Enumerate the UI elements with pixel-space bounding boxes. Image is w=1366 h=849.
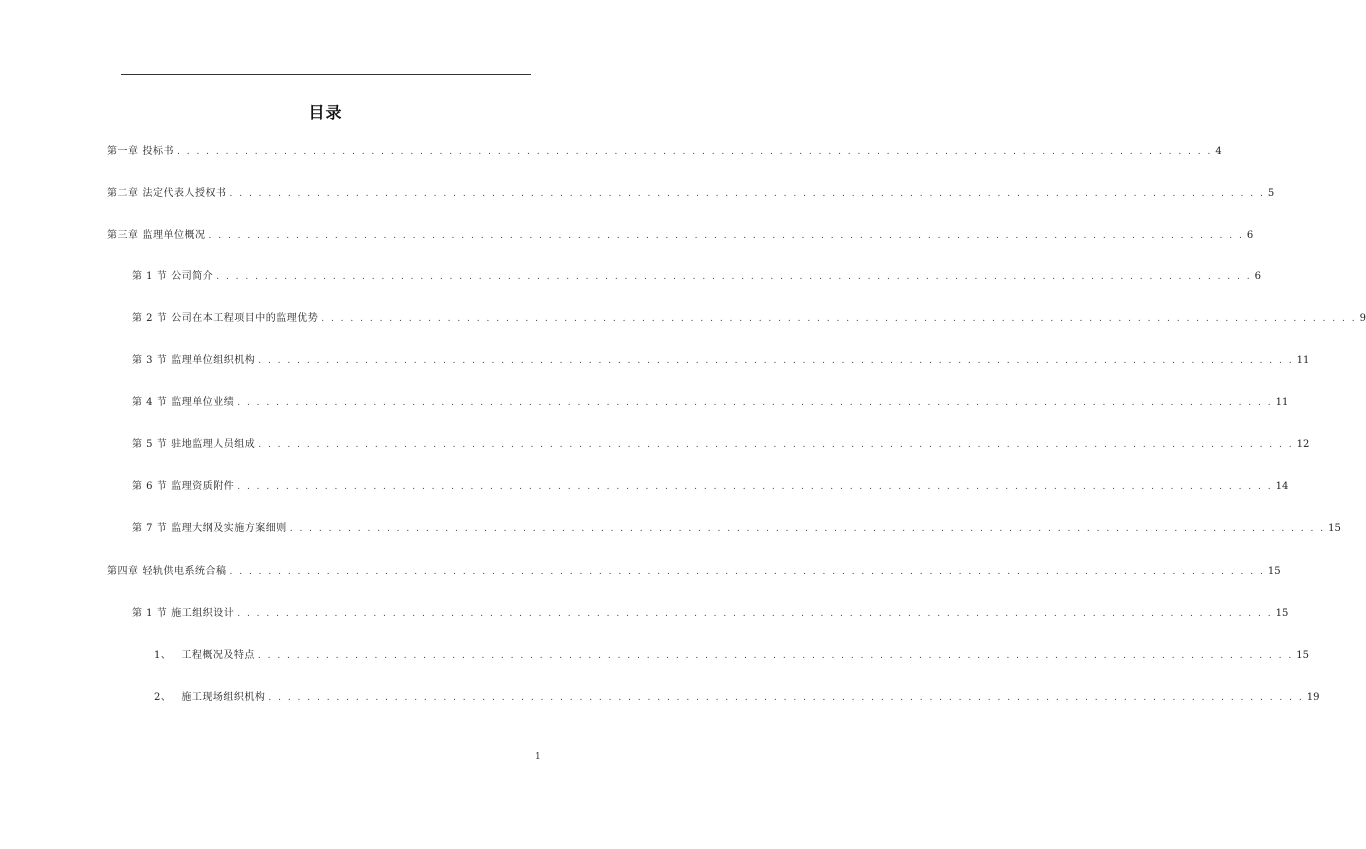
page-number: 1 bbox=[535, 752, 541, 762]
toc-entry-text: 监理单位组织机构 bbox=[171, 355, 256, 366]
toc-entry[interactable] bbox=[132, 354, 1310, 368]
toc-entry-page: 11 bbox=[1296, 355, 1310, 366]
toc-title: 目录 bbox=[308, 103, 343, 122]
toc-entry[interactable] bbox=[132, 522, 1341, 536]
toc-leader-dots: . . . . . . . . . . . . . . . . . . . . . . . . . . . . . . . . . . . . . . . . . . . . . . . . . . . . . . . . . . . . . . . . . . . . . . . . . . . . . . . . . . . . . . . . . . . . . . . . . . . . . . . . . . . bbox=[237, 398, 1273, 408]
toc-entry[interactable] bbox=[132, 312, 1366, 326]
toc-entry-text: 施工组织设计 bbox=[171, 608, 235, 619]
toc-entry-page: 11 bbox=[1275, 397, 1289, 408]
toc-leader-dots: . . . . . . . . . . . . . . . . . . . . . . . . . . . . . . . . . . . . . . . . . . . . . . . . . . . . . . . . . . . . . . . . . . . . . . . . . . . . . . . . . . . . . . . . . . . . . . . . . . . . . . . . . . . bbox=[258, 440, 1294, 450]
toc-entry-text: 投标书 bbox=[142, 146, 174, 157]
toc-leader-dots: . . . . . . . . . . . . . . . . . . . . . . . . . . . . . . . . . . . . . . . . . . . . . . . . . . . . . . . . . . . . . . . . . . . . . . . . . . . . . . . . . . . . . . . . . . . . . . . . . . . . . . . . . . . bbox=[289, 524, 1326, 534]
toc-entry-text: 公司简介 bbox=[171, 271, 214, 282]
toc-leader-dots: . . . . . . . . . . . . . . . . . . . . . . . . . . . . . . . . . . . . . . . . . . . . . . . . . . . . . . . . . . . . . . . . . . . . . . . . . . . . . . . . . . . . . . . . . . . . . . . . . . . . . . . . . . . bbox=[258, 356, 1294, 366]
toc-leader-dots: . . . . . . . . . . . . . . . . . . . . . . . . . . . . . . . . . . . . . . . . . . . . . . . . . . . . . . . . . . . . . . . . . . . . . . . . . . . . . . . . . . . . . . . . . . . . . . . . . . . . . . . . . . . bbox=[208, 231, 1244, 241]
toc-entry-text: 监理大纲及实施方案细则 bbox=[171, 523, 287, 534]
toc-entry-number: 第三章 bbox=[107, 230, 139, 241]
toc-entry-page: 15 bbox=[1296, 650, 1309, 661]
toc-entry-page: 15 bbox=[1328, 523, 1341, 534]
toc-entry-number: 1、 bbox=[154, 650, 172, 661]
toc-entry-number: 第 7 节 bbox=[132, 523, 168, 534]
toc-entry-number: 第 3 节 bbox=[132, 355, 168, 366]
toc-leader-dots: . . . . . . . . . . . . . . . . . . . . . . . . . . . . . . . . . . . . . . . . . . . . . . . . . . . . . . . . . . . . . . . . . . . . . . . . . . . . . . . . . . . . . . . . . . . . . . . . . . . . . . . . . . . bbox=[229, 567, 1265, 577]
toc-entry-text: 驻地监理人员组成 bbox=[171, 439, 256, 450]
toc-entry-number: 第 4 节 bbox=[132, 397, 168, 408]
toc-entry[interactable] bbox=[132, 607, 1289, 621]
toc-leader-dots: . . . . . . . . . . . . . . . . . . . . . . . . . . . . . . . . . . . . . . . . . . . . . . . . . . . . . . . . . . . . . . . . . . . . . . . . . . . . . . . . . . . . . . . . . . . . . . . . . . . . . . . . . . . bbox=[268, 693, 1304, 703]
toc-entry-number: 第 5 节 bbox=[132, 439, 168, 450]
toc-leader-dots: . . . . . . . . . . . . . . . . . . . . . . . . . . . . . . . . . . . . . . . . . . . . . . . . . . . . . . . . . . . . . . . . . . . . . . . . . . . . . . . . . . . . . . . . . . . . . . . . . . . . . . . . . . . bbox=[216, 272, 1252, 282]
toc-entry-page: 6 bbox=[1246, 230, 1254, 241]
toc-entry-text: 监理单位业绩 bbox=[171, 397, 235, 408]
toc-entry[interactable] bbox=[154, 691, 1320, 705]
toc-entry-text: 工程概况及特点 bbox=[181, 650, 255, 661]
toc-entry-page: 5 bbox=[1267, 188, 1275, 199]
toc-entry-text: 公司在本工程项目中的监理优势 bbox=[171, 313, 319, 324]
header-rule bbox=[121, 74, 531, 75]
toc-entry-number: 第一章 bbox=[107, 146, 139, 157]
toc-leader-dots: . . . . . . . . . . . . . . . . . . . . . . . . . . . . . . . . . . . . . . . . . . . . . . . . . . . . . . . . . . . . . . . . . . . . . . . . . . . . . . . . . . . . . . . . . . . . . . . . . . . . . . . . . . . bbox=[177, 147, 1213, 157]
toc-entry[interactable] bbox=[107, 565, 1281, 579]
toc-leader-dots: . . . . . . . . . . . . . . . . . . . . . . . . . . . . . . . . . . . . . . . . . . . . . . . . . . . . . . . . . . . . . . . . . . . . . . . . . . . . . . . . . . . . . . . . . . . . . . . . . . . . . . . . . . . bbox=[257, 651, 1294, 661]
toc-entry[interactable] bbox=[107, 145, 1222, 159]
toc-leader-dots: . . . . . . . . . . . . . . . . . . . . . . . . . . . . . . . . . . . . . . . . . . . . . . . . . . . . . . . . . . . . . . . . . . . . . . . . . . . . . . . . . . . . . . . . . . . . . . . . . . . . . . . . . . . bbox=[237, 482, 1273, 492]
toc-entry-page: 9 bbox=[1359, 313, 1366, 324]
toc-entry-number: 第四章 bbox=[107, 566, 139, 577]
toc-entry[interactable] bbox=[132, 480, 1289, 494]
toc-entry-page: 15 bbox=[1267, 566, 1281, 577]
toc-entry-text: 施工现场组织机构 bbox=[181, 692, 266, 703]
toc-entry-number: 第二章 bbox=[107, 188, 139, 199]
toc-entry-text: 监理单位概况 bbox=[142, 230, 206, 241]
toc-entry-number: 2、 bbox=[154, 692, 172, 703]
toc-entry-page: 14 bbox=[1275, 481, 1289, 492]
toc-entry-page: 19 bbox=[1306, 692, 1320, 703]
toc-entry-page: 12 bbox=[1296, 439, 1310, 450]
toc-entry[interactable] bbox=[132, 270, 1261, 284]
toc-entry[interactable] bbox=[107, 187, 1275, 201]
toc-entry-text: 监理资质附件 bbox=[171, 481, 235, 492]
toc-entry-page: 15 bbox=[1275, 608, 1289, 619]
toc-leader-dots: . . . . . . . . . . . . . . . . . . . . . . . . . . . . . . . . . . . . . . . . . . . . . . . . . . . . . . . . . . . . . . . . . . . . . . . . . . . . . . . . . . . . . . . . . . . . . . . . . . . . . . . . . . . bbox=[229, 189, 1265, 199]
toc-entry-number: 第 2 节 bbox=[132, 313, 168, 324]
toc-entry[interactable] bbox=[132, 438, 1310, 452]
toc-entry-text: 轻轨供电系统合稿 bbox=[142, 566, 227, 577]
toc-entry-page: 4 bbox=[1215, 146, 1222, 157]
toc-entry-number: 第 6 节 bbox=[132, 481, 168, 492]
toc-entry-number: 第 1 节 bbox=[132, 271, 168, 282]
toc-entry[interactable] bbox=[154, 649, 1309, 663]
toc-entry-number: 第 1 节 bbox=[132, 608, 168, 619]
toc-leader-dots: . . . . . . . . . . . . . . . . . . . . . . . . . . . . . . . . . . . . . . . . . . . . . . . . . . . . . . . . . . . . . . . . . . . . . . . . . . . . . . . . . . . . . . . . . . . . . . . . . . . . . . . . . . . bbox=[321, 314, 1357, 324]
toc-leader-dots: . . . . . . . . . . . . . . . . . . . . . . . . . . . . . . . . . . . . . . . . . . . . . . . . . . . . . . . . . . . . . . . . . . . . . . . . . . . . . . . . . . . . . . . . . . . . . . . . . . . . . . . . . . . bbox=[237, 609, 1273, 619]
toc-entry[interactable] bbox=[132, 396, 1289, 410]
toc-entry[interactable] bbox=[107, 229, 1254, 243]
toc-entry-text: 法定代表人授权书 bbox=[142, 188, 227, 199]
toc-entry-page: 6 bbox=[1254, 271, 1261, 282]
